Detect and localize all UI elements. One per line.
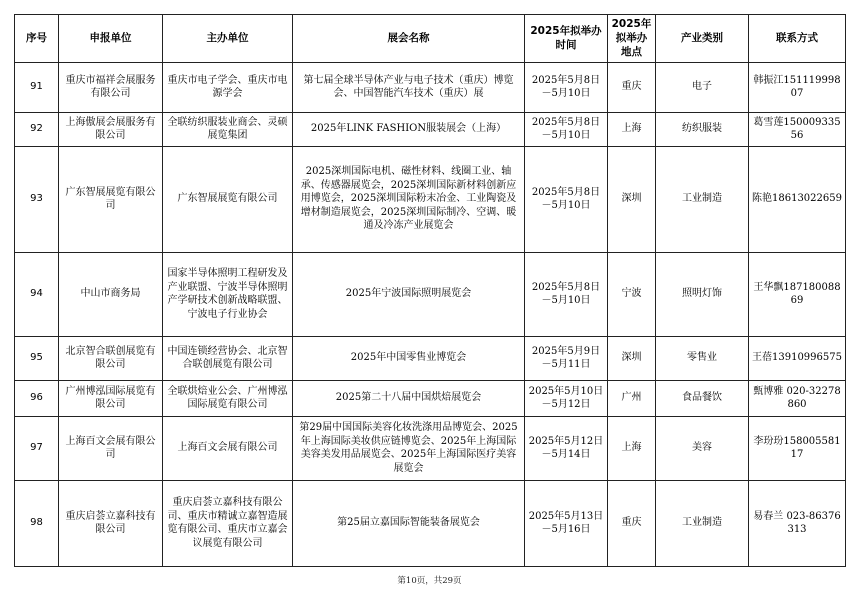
page-number-footer: 第10页，共29页: [397, 576, 462, 586]
row-applicant: 广东智展展览有限公司: [59, 146, 163, 252]
row-no: 92: [15, 112, 59, 146]
header-no: 序号: [15, 15, 59, 63]
row-place: 深圳: [608, 336, 656, 380]
row-exhibition-name: 2025年LINK FASHION服装展会（上海）: [293, 112, 525, 146]
header-exhibition-name: 展会名称: [293, 15, 525, 63]
row-place: 广州: [608, 380, 656, 416]
row-exhibition-name: 2025深圳国际电机、磁性材料、线圈工业、轴承、传感器展览会，2025深圳国际新材料创新应用博览会，2025深圳国际粉末冶金、工业陶瓷及增材制造展览会，2025深圳国际制冷、空调、暖通及冷冻产业展览会: [293, 146, 525, 252]
row-industry: 电子: [656, 62, 749, 112]
exhibition-table: [14, 14, 846, 567]
row-exhibition-name: 2025第二十八届中国烘焙展览会: [293, 380, 525, 416]
table-row: [15, 146, 846, 252]
row-industry: 零售业: [656, 336, 749, 380]
header-applicant: 申报单位: [59, 15, 163, 63]
row-applicant: 重庆市福祥会展服务有限公司: [59, 62, 163, 112]
row-no: 98: [15, 480, 59, 566]
row-applicant: 上海百文会展有限公司: [59, 416, 163, 480]
header-organizer: 主办单位: [163, 15, 293, 63]
row-time: 2025年5月8日－5月10日: [525, 252, 608, 336]
row-applicant: 重庆启荟立嘉科技有限公司: [59, 480, 163, 566]
row-contact: 韩振江15111999807: [749, 62, 846, 112]
row-place: 重庆: [608, 62, 656, 112]
row-no: 93: [15, 146, 59, 252]
table-row: [15, 62, 846, 112]
row-organizer: 上海百文会展有限公司: [163, 416, 293, 480]
table-row: [15, 480, 846, 566]
row-organizer: 全联纺织服装业商会、灵硕展览集团: [163, 112, 293, 146]
row-time: 2025年5月12日－5月14日: [525, 416, 608, 480]
row-exhibition-name: 第29届中国国际美容化妆洗涤用品博览会、2025年上海国际美妆供应链博览会、2025年上海国际美容美发用品展览会、2025年上海国际医疗美容展览会: [293, 416, 525, 480]
row-contact: 葛雪莲15000933556: [749, 112, 846, 146]
row-contact: 易春兰 023-86376313: [749, 480, 846, 566]
row-exhibition-name: 第七届全球半导体产业与电子技术（重庆）博览会、中国智能汽车技术（重庆）展: [293, 62, 525, 112]
table-header-row: [15, 15, 846, 63]
header-time: 2025年拟举办时间: [525, 15, 608, 63]
row-no: 91: [15, 62, 59, 112]
row-time: 2025年5月8日－5月10日: [525, 62, 608, 112]
row-organizer: 中国连锁经营协会、北京智合联创展览有限公司: [163, 336, 293, 380]
header-place: 2025年拟举办地点: [608, 15, 656, 63]
row-industry: 食品餐饮: [656, 380, 749, 416]
row-no: 97: [15, 416, 59, 480]
row-time: 2025年5月13日－5月16日: [525, 480, 608, 566]
row-applicant: 北京智合联创展览有限公司: [59, 336, 163, 380]
row-no: 94: [15, 252, 59, 336]
row-industry: 纺织服装: [656, 112, 749, 146]
row-exhibition-name: 第25届立嘉国际智能装备展览会: [293, 480, 525, 566]
row-organizer: 广东智展展览有限公司: [163, 146, 293, 252]
row-organizer: 全联烘焙业公会、广州博泓国际展览有限公司: [163, 380, 293, 416]
row-time: 2025年5月8日－5月10日: [525, 146, 608, 252]
row-place: 重庆: [608, 480, 656, 566]
row-place: 上海: [608, 416, 656, 480]
row-contact: 王华飘18718008869: [749, 252, 846, 336]
row-applicant: 上海傲展会展服务有限公司: [59, 112, 163, 146]
row-organizer: 重庆启荟立嘉科技有限公司、重庆市精诚立嘉智造展览有限公司、重庆市立嘉会议展览有限公司: [163, 480, 293, 566]
table-row: [15, 336, 846, 380]
table-row: [15, 112, 846, 146]
row-place: 深圳: [608, 146, 656, 252]
table-row: [15, 416, 846, 480]
row-contact: 王蓓13910996575: [749, 336, 846, 380]
row-industry: 美容: [656, 416, 749, 480]
row-no: 95: [15, 336, 59, 380]
row-time: 2025年5月10日－5月12日: [525, 380, 608, 416]
row-contact: 甄博雅 020-32278860: [749, 380, 846, 416]
row-exhibition-name: 2025年宁波国际照明展览会: [293, 252, 525, 336]
row-time: 2025年5月8日－5月10日: [525, 112, 608, 146]
header-industry: 产业类别: [656, 15, 749, 63]
table-row: [15, 252, 846, 336]
row-exhibition-name: 2025年中国零售业博览会: [293, 336, 525, 380]
row-time: 2025年5月9日－5月11日: [525, 336, 608, 380]
row-organizer: 重庆市电子学会、重庆市电源学会: [163, 62, 293, 112]
table-row: [15, 380, 846, 416]
row-industry: 照明灯饰: [656, 252, 749, 336]
row-contact: 陈艳18613022659: [749, 146, 846, 252]
row-industry: 工业制造: [656, 480, 749, 566]
row-industry: 工业制造: [656, 146, 749, 252]
row-place: 宁波: [608, 252, 656, 336]
row-no: 96: [15, 380, 59, 416]
row-place: 上海: [608, 112, 656, 146]
row-applicant: 广州博泓国际展览有限公司: [59, 380, 163, 416]
row-organizer: 国家半导体照明工程研发及产业联盟、宁波半导体照明产学研技术创新战略联盟、宁波电子行业协会: [163, 252, 293, 336]
header-contact: 联系方式: [749, 15, 846, 63]
row-contact: 李玢玢15800558117: [749, 416, 846, 480]
row-applicant: 中山市商务局: [59, 252, 163, 336]
